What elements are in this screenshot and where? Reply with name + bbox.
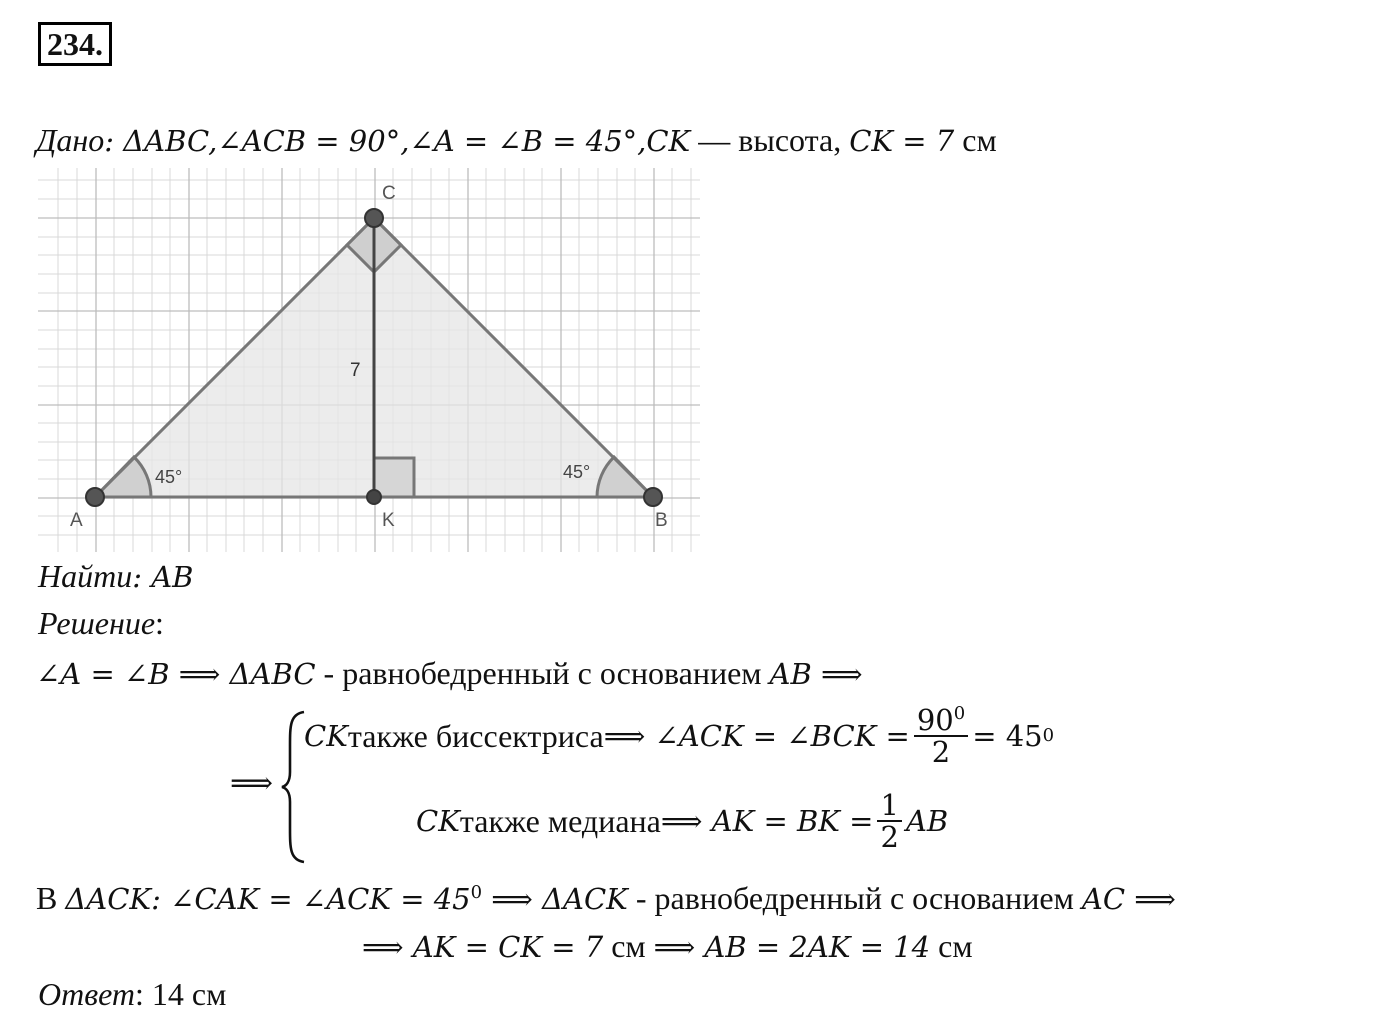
label-a: A — [70, 510, 83, 531]
line3-math2: ⟹ ΔACK — [482, 882, 628, 916]
triangle-figure — [38, 168, 700, 552]
problem-number: 234. — [38, 22, 112, 66]
label-k: K — [382, 510, 395, 531]
line3-math: ΔACK: ∠CAK = ∠ACK = 45 — [65, 882, 471, 916]
sys2-tail: AB — [905, 804, 949, 839]
find-value: : AB — [132, 560, 194, 594]
solution-line-3 — [36, 880, 1176, 917]
given-math: : ΔABC,∠ACB = 90°,∠A = ∠B = 45°,CK — [104, 124, 691, 158]
line1-text: - равнобедренный с основанием — [315, 655, 770, 691]
answer-label: Ответ — [38, 976, 135, 1012]
point-k — [367, 490, 381, 504]
point-c — [365, 209, 383, 227]
sys2-fraction — [877, 790, 901, 853]
given-label: Дано — [36, 122, 105, 158]
point-b — [644, 488, 662, 506]
given-math2: CK = 7 — [849, 124, 955, 158]
sys1-result: = 45 — [972, 719, 1043, 754]
solution-line-1 — [36, 655, 863, 692]
label-b: B — [655, 510, 668, 531]
given-text: — высота, — [690, 122, 850, 158]
sys1-fraction — [914, 702, 968, 770]
angle-a-label: 45° — [155, 467, 183, 487]
sys2-frac-den: 2 — [880, 820, 899, 855]
system-row-2 — [416, 790, 948, 853]
answer-line — [38, 976, 226, 1013]
line3-prefix: В — [36, 880, 66, 916]
sys2-frac-num: 1 — [877, 790, 901, 822]
line3-text: - равнобедренный с основанием — [627, 880, 1082, 916]
angle-b-label: 45° — [563, 462, 591, 482]
sys1-frac-den: 2 — [931, 735, 951, 770]
sys1-math2: ⟹ ∠ACK = ∠BCK = — [603, 719, 910, 754]
line4-unit2: см — [930, 928, 973, 964]
solution-line-4 — [362, 928, 973, 965]
sys2-math: CK — [416, 804, 460, 839]
line3-math3: AC ⟹ — [1081, 882, 1176, 916]
sys2-math2: ⟹ AK = BK = — [660, 804, 874, 839]
given-line — [36, 122, 997, 159]
solution-colon: : — [155, 605, 164, 641]
solution-label: Решение — [38, 605, 156, 641]
line1-math2: AB ⟹ — [769, 657, 863, 691]
line4-math: ⟹ AK = CK = 7 — [362, 930, 604, 964]
height-label: 7 — [350, 360, 361, 381]
label-c: C — [382, 183, 396, 204]
system-row-1: CK также биссектриса ⟹ ∠ACK = ∠BCK = $\frac{90^0}{2}$ = 45 0 — [304, 702, 1055, 770]
line4-unit: см — [603, 928, 654, 964]
sys1-math: CK — [304, 719, 348, 754]
line1-math: ∠A = ∠B ⟹ ΔABC — [36, 657, 316, 691]
point-a — [86, 488, 104, 506]
line3-sup: 0 — [470, 881, 483, 903]
right-angle-mark-k — [374, 458, 414, 497]
sys2-text: также медиана — [459, 802, 661, 839]
answer-value: : 14 см — [135, 976, 227, 1012]
solution-heading — [38, 605, 164, 642]
sys1-text: также биссектриса — [347, 717, 604, 754]
find-label: Найти — [38, 558, 133, 594]
line4-math2: ⟹ AB = 2AK = 14 — [653, 930, 931, 964]
system-implies: ⟹ — [230, 766, 274, 801]
given-unit: см — [954, 122, 997, 158]
find-line — [38, 558, 193, 595]
sys1-frac-num-sup: 0 — [953, 702, 966, 724]
sys1-frac-num: 90 — [916, 703, 954, 737]
